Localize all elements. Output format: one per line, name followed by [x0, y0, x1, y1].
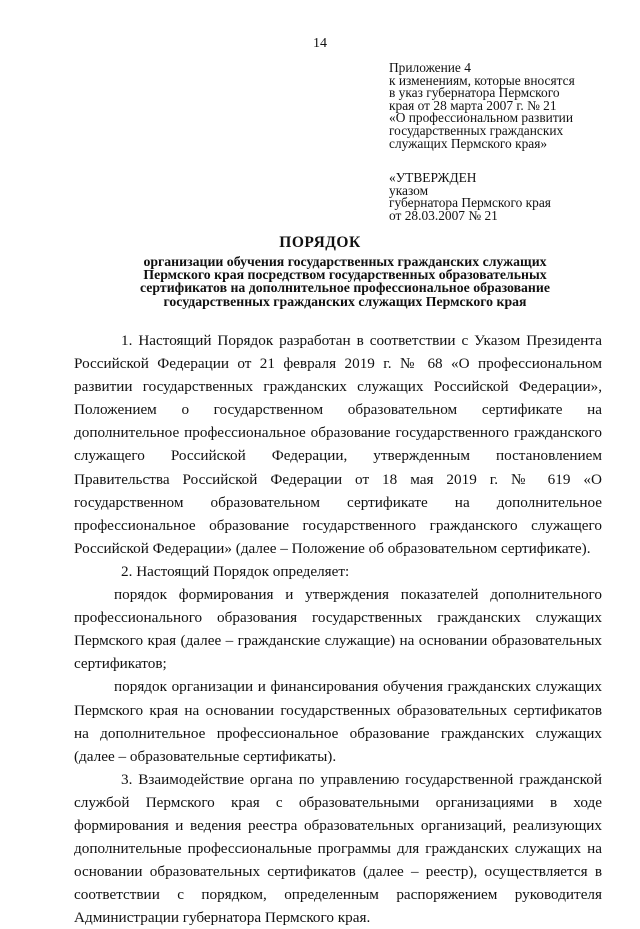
annex-line: к изменениям, которые вносятся — [389, 72, 575, 88]
paragraph-2-item-2: порядок организации и финансирования обучения гражданских служащих Пермского края на основании государственных образовательных сертификатов на дополнительное профессиональное образование гражданских служащих (далее – образовательные сертификаты). — [74, 678, 602, 765]
paragraph-1: 1. Настоящий Порядок разработан в соответствии с Указом Президента Российской Федерации от 21 февраля 2019 г. № 68 «О профессиональном развитии государственных гражданских служащих Российской Федерации», Положением о государственном образовательном сертификате на дополнительное профессиональное образование государственного гражданского служащего Российской Федерации, утвержденным постановлением Правительства Российской Федерации от 18 мая 2019 г. № 619 «О государственном образовательном сертификате на дополнительное профессиональное образование государственного гражданского служащего Российской Федерации» (далее – Положение об образовательном сертификате). — [74, 332, 602, 557]
approval-line: от 28.03.2007 № 21 — [389, 207, 498, 223]
approval-block — [389, 172, 629, 222]
subtitle-line: сертификатов на дополнительное профессиональное образование — [140, 280, 550, 296]
annex-line: Приложение 4 — [389, 60, 471, 75]
approval-line: указом — [389, 182, 429, 198]
annex-line: края от 28 марта 2007 г. № 21 — [389, 97, 557, 113]
annex-line: в указ губернатора Пермского — [389, 85, 560, 101]
subtitle-line: государственных гражданских служащих Пермского края — [163, 293, 527, 309]
subtitle-line: организации обучения государственных гражданских служащих — [143, 254, 547, 269]
page-number: 14 — [313, 36, 327, 51]
subtitle-line: Пермского края посредством государственных образовательных — [143, 267, 547, 283]
annex-line: служащих Пермского края» — [389, 135, 548, 151]
paragraph-2-item-1: порядок формирования и утверждения показателей дополнительного профессионального образования государственных гражданских служащих Пермского края (далее – гражданские служащие) на основании образовательных сертификатов; — [74, 586, 602, 673]
document-body — [74, 329, 602, 929]
annex-block — [389, 62, 629, 150]
approval-line: губернатора Пермского края — [389, 195, 551, 211]
annex-line: государственных гражданских — [389, 122, 564, 138]
paragraph-3: 3. Взаимодействие органа по управлению государственной гражданской службой Пермского края с образовательными организациями в ходе формирования и ведения реестра образовательных организаций, реализующих дополнительные профессиональные программы для гражданских служащих на основании образовательных сертификатов (далее – реестр), осуществляется в соответствии с порядком, определенным распоряжением руководителя Администрации губернатора Пермского края. — [74, 770, 602, 927]
paragraph-2: 2. Настоящий Порядок определяет: — [121, 562, 350, 580]
document-title: ПОРЯДОК — [279, 234, 361, 251]
document-subtitle — [60, 255, 630, 308]
approval-line: «УТВЕРЖДЕН — [389, 170, 477, 185]
annex-line: «О профессиональном развитии — [389, 110, 574, 126]
